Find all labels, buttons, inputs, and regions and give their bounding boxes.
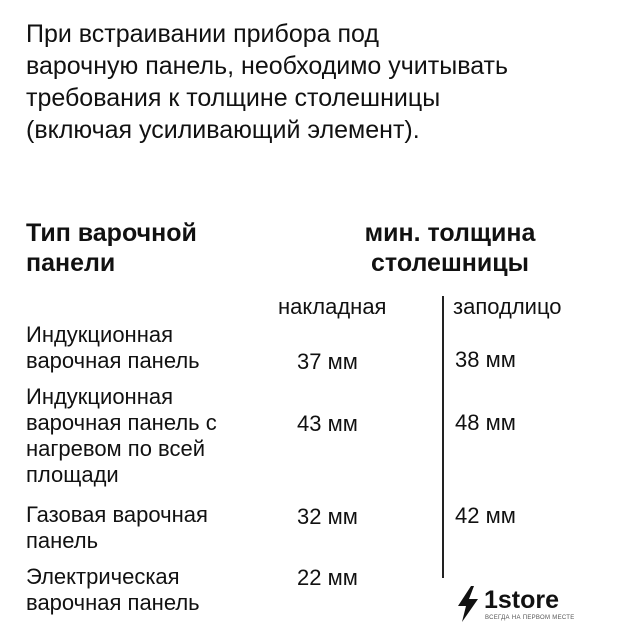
- row-induction-full-flush: 48 мм: [455, 410, 516, 435]
- row-induction-full-overlay: 43 мм: [297, 411, 358, 436]
- column-header-overlay: накладная: [278, 294, 387, 319]
- row-gas-overlay: 32 мм: [297, 504, 358, 529]
- brand-name: 1store: [484, 586, 560, 614]
- row-electric-overlay: 22 мм: [297, 565, 358, 590]
- row-induction-flush: 38 мм: [455, 347, 516, 372]
- intro-paragraph: При встраивании прибора под варочную панель, необходимо учитывать требования к толщине столешницы (включая усиливающий элемент).: [26, 20, 509, 144]
- row-label-electric: Электрическая варочная панель: [26, 564, 200, 615]
- row-induction-overlay: 37 мм: [297, 349, 358, 374]
- row-label-induction-full: Индукционная варочная панель с нагревом по всей площади: [26, 384, 217, 487]
- header-min-thickness: мин. толщина столешницы: [364, 219, 536, 277]
- row-gas-flush: 42 мм: [455, 503, 516, 528]
- column-divider: [442, 296, 444, 578]
- header-cooktop-type: Тип варочной панели: [26, 219, 197, 277]
- lightning-bolt-icon: [456, 586, 480, 622]
- brand-tagline: ВСЕГДА НА ПЕРВОМ МЕСТЕ: [485, 615, 575, 621]
- row-label-induction: Индукционная варочная панель: [26, 322, 200, 373]
- watermark-backdrop: [446, 560, 566, 582]
- row-label-gas: Газовая варочная панель: [26, 502, 208, 553]
- brand-watermark: [456, 586, 586, 626]
- column-header-flush: заподлицо: [453, 294, 562, 319]
